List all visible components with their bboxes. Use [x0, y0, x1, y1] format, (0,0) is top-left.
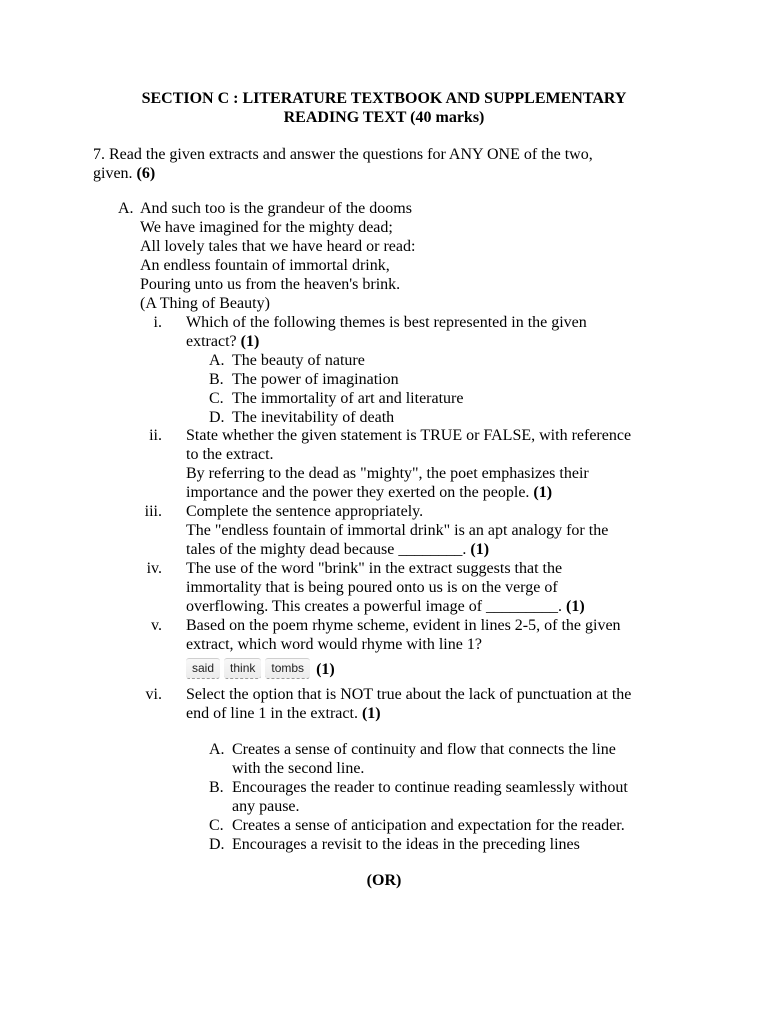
question-text: extract, which word would rhyme with line 1? [186, 636, 482, 653]
question-number: iii. [144, 503, 162, 520]
poem-source: (A Thing of Beauty) [140, 295, 270, 312]
marks: (1) [316, 661, 335, 678]
question-text-cont: importance and the power they exerted on the people. [186, 484, 530, 501]
or-separator: (OR) [366, 872, 402, 889]
word-option-chip[interactable]: said [186, 658, 220, 679]
poem-line: Pouring unto us from the heaven's brink. [140, 276, 401, 293]
option-text: The immortality of art and literature [232, 390, 464, 407]
question-text [186, 597, 585, 616]
marks: (1) [533, 484, 553, 501]
question-text: The "endless fountain of immortal drink" is an apt analogy for the [186, 522, 609, 539]
poem-line: We have imagined for the mighty dead; [140, 219, 393, 236]
option-letter: A. [209, 352, 225, 369]
option-text: The beauty of nature [232, 352, 365, 369]
question-text: Which of the following themes is best represented in the given [186, 314, 587, 331]
q7-instruction: 7. Read the given extracts and answer the questions for ANY ONE of the two, [93, 146, 593, 163]
question-number: iv. [146, 560, 162, 577]
option-text: Encourages the reader to continue reading seamlessly without [232, 779, 628, 796]
question-text: State whether the given statement is TRUE or FALSE, with reference [186, 427, 632, 444]
marks: (1) [361, 705, 381, 722]
question-text-cont: end of line 1 in the extract. [186, 705, 358, 722]
question-number: ii. [149, 427, 162, 444]
word-option-chip[interactable]: tombs [265, 658, 310, 679]
option-letter: B. [209, 371, 224, 388]
poem-line: And such too is the grandeur of the dooms [140, 200, 412, 217]
poem-line: An endless fountain of immortal drink, [140, 257, 390, 274]
question-number: v. [151, 617, 162, 634]
option-text: with the second line. [232, 760, 365, 777]
question-text: Select the option that is NOT true about the lack of punctuation at the [186, 686, 632, 703]
section-title: SECTION C : LITERATURE TEXTBOOK AND SUPPLEMENTARY [141, 90, 627, 107]
word-option-chip[interactable]: think [224, 658, 261, 679]
question-text-cont: extract? [186, 333, 237, 350]
question-text: to the extract. [186, 446, 274, 463]
option-letter: D. [209, 409, 225, 426]
question-text [186, 332, 259, 351]
question-text [186, 704, 381, 723]
option-text: Creates a sense of continuity and flow that connects the line [232, 741, 616, 758]
word-options [186, 655, 335, 679]
section-subtitle: READING TEXT (40 marks) [283, 109, 485, 126]
marks: (1) [240, 333, 260, 350]
q7-text: given. [93, 165, 133, 182]
option-text: Creates a sense of anticipation and expectation for the reader. [232, 817, 625, 834]
question-text: immortality that is being poured onto us is on the verge of [186, 579, 558, 596]
question-text: Complete the sentence appropriately. [186, 503, 424, 520]
option-letter: C. [209, 390, 224, 407]
question-text-cont: overflowing. This creates a powerful image of _________. [186, 598, 563, 615]
question-number: i. [153, 314, 162, 331]
option-letter: D. [209, 836, 225, 853]
option-letter: C. [209, 817, 224, 834]
question-text-cont: tales of the mighty dead because ________. [186, 541, 467, 558]
question-text: Based on the poem rhyme scheme, evident in lines 2-5, of the given [186, 617, 621, 634]
question-text [186, 540, 489, 559]
marks: (1) [566, 598, 585, 615]
option-text: Encourages a revisit to the ideas in the preceding lines [232, 836, 580, 853]
q7-instruction-cont [93, 164, 155, 183]
option-letter: A. [209, 741, 225, 758]
question-text [186, 483, 552, 502]
option-text: any pause. [232, 798, 300, 815]
q7-marks: (6) [136, 165, 156, 182]
question-text: The use of the word "brink" in the extract suggests that the [186, 560, 563, 577]
option-text: The inevitability of death [232, 409, 395, 426]
question-text: By referring to the dead as "mighty", the poet emphasizes their [186, 465, 589, 482]
option-text: The power of imagination [232, 371, 399, 388]
poem-line: All lovely tales that we have heard or read: [140, 238, 416, 255]
option-letter: B. [209, 779, 224, 796]
question-number: vi. [145, 686, 162, 703]
extract-a-label: A. [118, 200, 134, 217]
marks: (1) [470, 541, 490, 558]
